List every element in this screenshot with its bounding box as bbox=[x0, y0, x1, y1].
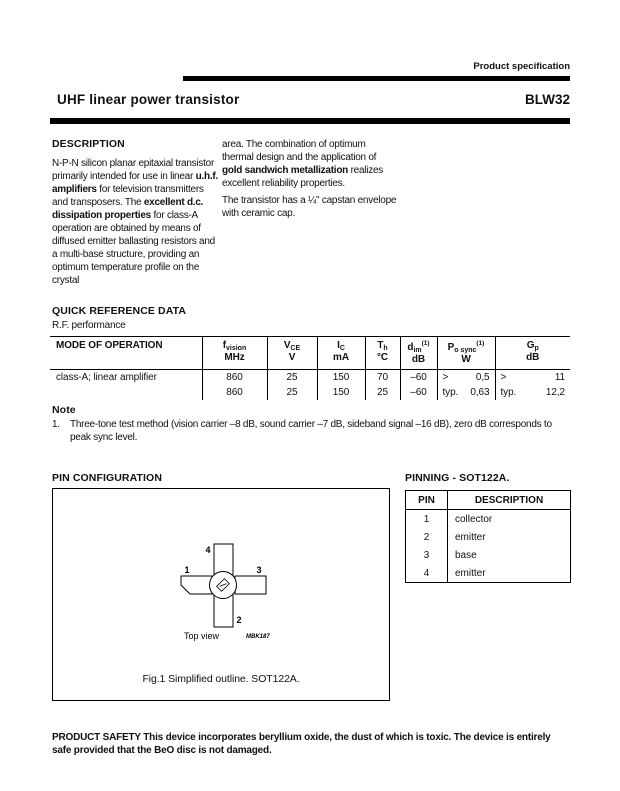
pin-label-1: 1 bbox=[184, 565, 190, 575]
product-safety-notice: PRODUCT SAFETY This device incorporates beryllium oxide, the dust of which is toxic. The device is entirely safe provided that the BeO disc is not damaged. bbox=[52, 732, 551, 756]
qrd-cell-mode: class-A; linear amplifier bbox=[56, 372, 157, 383]
outline-figure bbox=[52, 488, 390, 701]
figure-caption: Fig.1 Simplified outline. SOT122A. bbox=[142, 673, 300, 685]
page-title: UHF linear power transistor bbox=[57, 92, 240, 107]
description-column-1 bbox=[52, 157, 222, 287]
qrd-cell-vce: 25 bbox=[267, 370, 317, 386]
lead-1-left bbox=[181, 576, 212, 594]
qrd-heading: QUICK REFERENCE DATA bbox=[52, 305, 187, 317]
qrd-subheading: R.F. performance bbox=[52, 320, 126, 331]
qrd-data-row bbox=[50, 370, 570, 386]
qrd-cell-gp: typ. 12,2 bbox=[495, 385, 570, 400]
qrd-header-ic: $I_C$ mA bbox=[317, 337, 365, 370]
qrd-header-vce: $V_{CE}$ V bbox=[267, 337, 317, 370]
pin-description: base bbox=[448, 546, 571, 564]
qrd-cell-dim: –60 bbox=[400, 385, 437, 400]
top-view-label: Top view bbox=[184, 631, 220, 641]
qrd-cell-mode bbox=[50, 385, 202, 400]
pin-configuration-heading: PIN CONFIGURATION bbox=[52, 472, 163, 484]
qrd-cell-vce: 25 bbox=[267, 385, 317, 400]
qrd-cell-ic: 150 bbox=[317, 385, 365, 400]
description-paragraph bbox=[222, 138, 398, 190]
note-heading: Note bbox=[52, 404, 76, 416]
lead-4-top bbox=[214, 544, 233, 575]
description-text: realizes excellent reliability properties. bbox=[222, 165, 384, 189]
note-item-text: Three-tone test method (vision carrier –8 dB, sound carrier –7 dB, sideband signal –16 dB), zero dB corresponds to peak sync level. bbox=[70, 419, 552, 443]
description-text: for television transmitters and transposers. The bbox=[52, 184, 204, 208]
pin-label-3: 3 bbox=[256, 565, 262, 575]
pin-number: 1 bbox=[423, 513, 430, 525]
qrd-cell-gp: > 11 bbox=[495, 370, 570, 386]
description-paragraph: The transistor has a ¼" capstan envelope with ceramic cap. bbox=[222, 195, 397, 219]
qrd-cell-fvision: 860 bbox=[202, 370, 267, 386]
header-rule-bottom bbox=[50, 118, 570, 124]
sot122a-outline-drawing bbox=[53, 489, 388, 698]
qrd-header-posync: $P_{o sync}^{(1)}$ W bbox=[437, 337, 495, 370]
pinning-row bbox=[406, 546, 571, 564]
qrd-cell-dim: –60 bbox=[400, 370, 437, 386]
pinning-header-description: DESCRIPTION bbox=[448, 491, 571, 510]
pinning-header-pin: PIN bbox=[406, 491, 448, 510]
qrd-header-row bbox=[50, 337, 570, 370]
description-text-bold: excellent d.c. dissipation properties bbox=[52, 197, 204, 221]
qrd-header-gp: $G_p$ dB bbox=[495, 337, 570, 370]
pin-number: 4 bbox=[423, 567, 430, 579]
lead-2-bottom bbox=[214, 595, 233, 627]
description-text-bold: u.h.f. amplifiers bbox=[52, 171, 218, 195]
description-text: area. The combination of optimum thermal design and the application of bbox=[222, 139, 377, 163]
pin-number: 2 bbox=[423, 531, 430, 543]
qrd-cell-posync: > 0,5 bbox=[437, 370, 495, 386]
pinning-heading: PINNING - SOT122A. bbox=[405, 472, 510, 484]
note-item-number: 1. bbox=[52, 419, 60, 430]
description-heading: DESCRIPTION bbox=[52, 138, 125, 150]
qrd-cell-ic: 150 bbox=[317, 370, 365, 386]
description-column-2 bbox=[222, 138, 398, 220]
pinning-row bbox=[406, 510, 571, 529]
drawing-code: MBK187 bbox=[246, 634, 270, 640]
qrd-header-mode: MODE OF OPERATION bbox=[50, 337, 202, 370]
description-text-bold: gold sandwich metallization bbox=[222, 165, 349, 176]
description-text: for class-A operation are obtained by means of diffused emitter ballasting resistors and a multi-base structure, providing an optimum temperature profile on the crystal bbox=[52, 210, 215, 286]
pinning-header-row bbox=[406, 491, 571, 510]
pin-label-4: 4 bbox=[205, 545, 211, 555]
qrd-cell-th: 25 bbox=[365, 385, 400, 400]
qrd-cell-th: 70 bbox=[365, 370, 400, 386]
qrd-data-row bbox=[50, 385, 570, 400]
qrd-table bbox=[50, 336, 570, 400]
title-row bbox=[57, 92, 570, 107]
lead-3-right bbox=[235, 576, 266, 594]
pinning-table bbox=[405, 490, 571, 583]
spec-type-label: Product specification bbox=[473, 61, 570, 72]
pin-description: emitter bbox=[448, 528, 571, 546]
pin-description: collector bbox=[448, 510, 571, 529]
qrd-cell-posync: typ. 0,63 bbox=[437, 385, 495, 400]
header-rule-top bbox=[183, 76, 570, 81]
pin-number: 3 bbox=[423, 549, 430, 561]
qrd-header-dim: $d_{im}^{(1)}$ dB bbox=[400, 337, 437, 370]
qrd-cell-fvision: 860 bbox=[202, 385, 267, 400]
pinning-row bbox=[406, 564, 571, 583]
pin-label-2: 2 bbox=[236, 615, 242, 625]
pinning-row bbox=[406, 528, 571, 546]
qrd-header-th: $T_h$ °C bbox=[365, 337, 400, 370]
part-number: BLW32 bbox=[524, 92, 570, 107]
description-text: N-P-N silicon planar epitaxial transistor primarily intended for use in linear bbox=[52, 158, 215, 182]
qrd-header-fvision: $f_{vision}$ MHz bbox=[202, 337, 267, 370]
pin-description: emitter bbox=[448, 564, 571, 583]
